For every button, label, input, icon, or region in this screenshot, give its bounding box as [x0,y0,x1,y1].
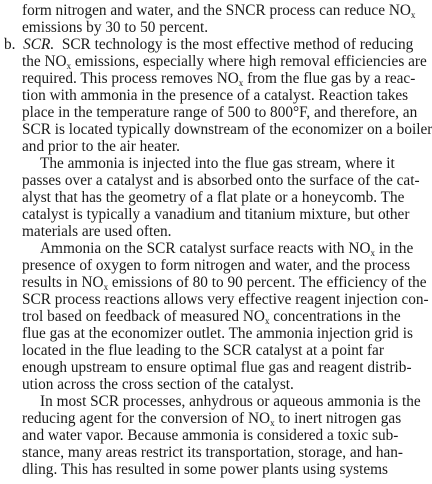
list-item-b: b. SCR. SCR technology is the most effective method of reducing [4,36,414,53]
text-line: reducing agent for the conversion of $NO_x$ to inert nitrogen gas [22,410,402,428]
text-line: tion with ammonia in the presence of a catalyst. Reaction takes [22,87,409,104]
text-line: In most SCR processes, anhydrous or aqueous ammonia is the [40,393,421,410]
text-line: located in the flue leading to the SCR catalyst at a point far [22,342,384,359]
text-line: The ammonia is injected into the flue gas stream, where it [40,155,395,172]
text-line: flue gas at the economizer outlet. The ammonia injection grid is [22,325,413,342]
text-line: presence of oxygen to form nitrogen and water, and the process [22,257,411,274]
text-line: the $NO_x$ emissions, especially where high removal efficiencies are [22,53,427,71]
text-line: passes over a catalyst and is absorbed onto the surface of the cat- [22,172,420,189]
text-line: required. This process removes $NO_x$ from the flue gas by a reac- [22,70,416,88]
text-line: ution across the cross section of the catalyst. [22,376,294,393]
list-marker: b. [4,36,16,53]
text-line: form nitrogen and water, and the SNCR process can reduce $NO_x$ [22,2,416,20]
text-line: Ammonia on the SCR catalyst surface reacts with $NO_x$ in the [40,240,414,258]
text-line: results in $NO_x$ emissions of 80 to 90 percent. The efficiency of the [22,274,427,292]
text-line: and prior to the air heater. [22,138,181,155]
text-line: enough upstream to ensure optimal flue gas and reagent distrib- [22,359,412,376]
text-line: alyst that has the geometry of a flat plate or a honeycomb. The [22,189,405,206]
text-line: stance, many areas restrict its transportation, storage, and han- [22,444,404,461]
text-line: catalyst is typically a vanadium and titanium mixture, but other [22,206,410,223]
text-line: trol based on feedback of measured $NO_x$ concentrations in the [22,308,401,326]
text-line: dling. This has resulted in some power plants using systems [22,461,388,478]
text-line: emissions by 30 to 50 percent. [22,19,209,36]
text-line: and water vapor. Because ammonia is considered a toxic sub- [22,427,399,444]
text-line: SCR process reactions allows very effective reagent injection con- [22,291,429,308]
text-line: materials are used often. [22,223,172,240]
text-line: place in the temperature range of 500 to 800°F, and therefore, an [22,104,418,121]
item-heading: SCR. [23,36,55,53]
text-line: SCR is located typically downstream of the economizer on a boiler [22,121,432,138]
